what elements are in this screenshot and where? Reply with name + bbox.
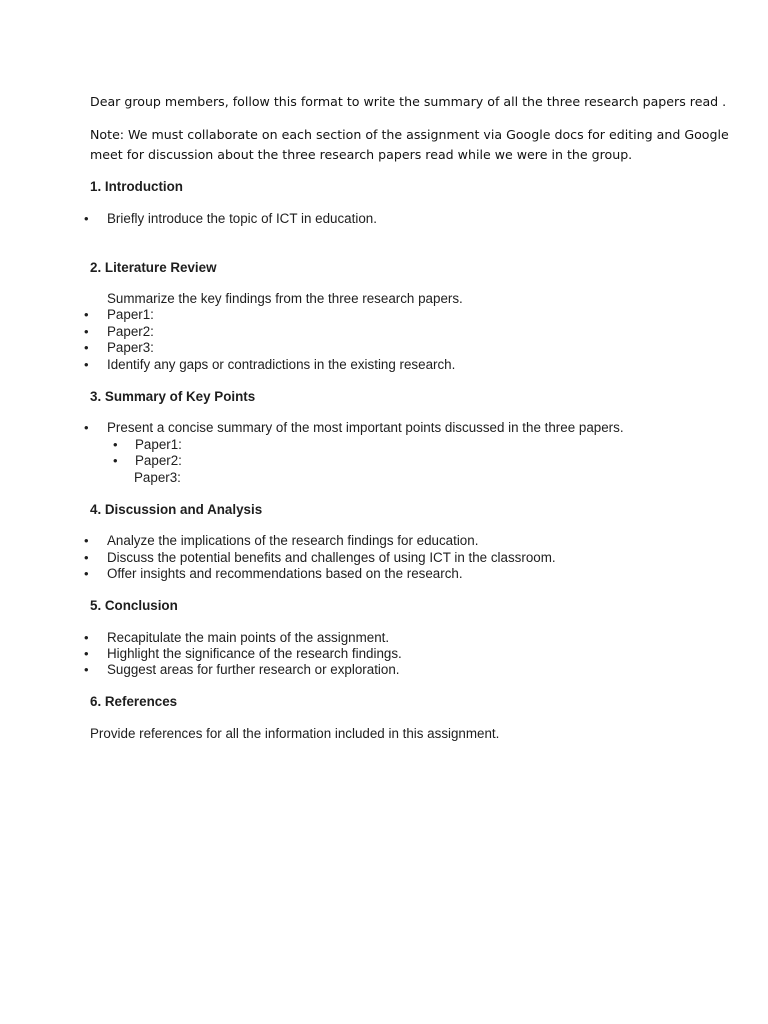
bullet-icon: • — [84, 630, 89, 645]
conclusion-item: Suggest areas for further research or exploration. — [107, 662, 400, 677]
intro-line: Dear group members, follow this format to write the summary of all the three research papers read . — [90, 94, 727, 109]
conclusion-item: Highlight the significance of the research findings. — [107, 646, 402, 661]
introduction-item: Briefly introduce the topic of ICT in education. — [107, 211, 377, 226]
note-line-1: Note: We must collaborate on each section of the assignment via Google docs for editing and Google — [90, 127, 729, 142]
note-line-2: meet for discussion about the three research papers read while we were in the group. — [90, 147, 633, 162]
bullet-icon: • — [84, 357, 89, 372]
literature-review-item: Paper3: — [107, 340, 154, 355]
heading-key-points: 3. Summary of Key Points — [90, 389, 256, 404]
discussion-item: Analyze the implications of the research findings for education. — [107, 533, 479, 548]
bullet-icon: • — [84, 324, 89, 339]
discussion-item: Discuss the potential benefits and challenges of using ICT in the classroom. — [107, 550, 556, 565]
bullet-icon: • — [84, 533, 89, 548]
bullet-icon: • — [84, 662, 89, 677]
heading-discussion: 4. Discussion and Analysis — [90, 502, 263, 517]
literature-review-item: Identify any gaps or contradictions in the existing research. — [107, 357, 456, 372]
key-points-sub-item: Paper1: — [135, 437, 182, 452]
bullet-icon: • — [84, 307, 89, 322]
literature-review-lead: Summarize the key findings from the three research papers. — [107, 291, 463, 306]
discussion-item: Offer insights and recommendations based on the research. — [107, 566, 463, 581]
heading-conclusion: 5. Conclusion — [90, 598, 178, 613]
heading-introduction: 1. Introduction — [90, 179, 183, 194]
key-points-item: Present a concise summary of the most important points discussed in the three papers. — [107, 420, 624, 435]
heading-references: 6. References — [90, 694, 178, 709]
literature-review-item: Paper1: — [107, 307, 154, 322]
bullet-icon: • — [84, 211, 89, 226]
bullet-icon: • — [113, 453, 118, 468]
bullet-icon: • — [84, 420, 89, 435]
bullet-icon: • — [84, 550, 89, 565]
conclusion-item: Recapitulate the main points of the assignment. — [107, 630, 390, 645]
key-points-sub-item: Paper2: — [135, 453, 182, 468]
literature-review-item: Paper2: — [107, 324, 154, 339]
bullet-icon: • — [113, 437, 118, 452]
bullet-icon: • — [84, 646, 89, 661]
key-points-trailing: Paper3: — [134, 470, 181, 485]
bullet-icon: • — [84, 566, 89, 581]
heading-literature-review: 2. Literature Review — [90, 260, 217, 275]
bullet-icon: • — [84, 340, 89, 355]
references-text: Provide references for all the information included in this assignment. — [90, 726, 500, 741]
